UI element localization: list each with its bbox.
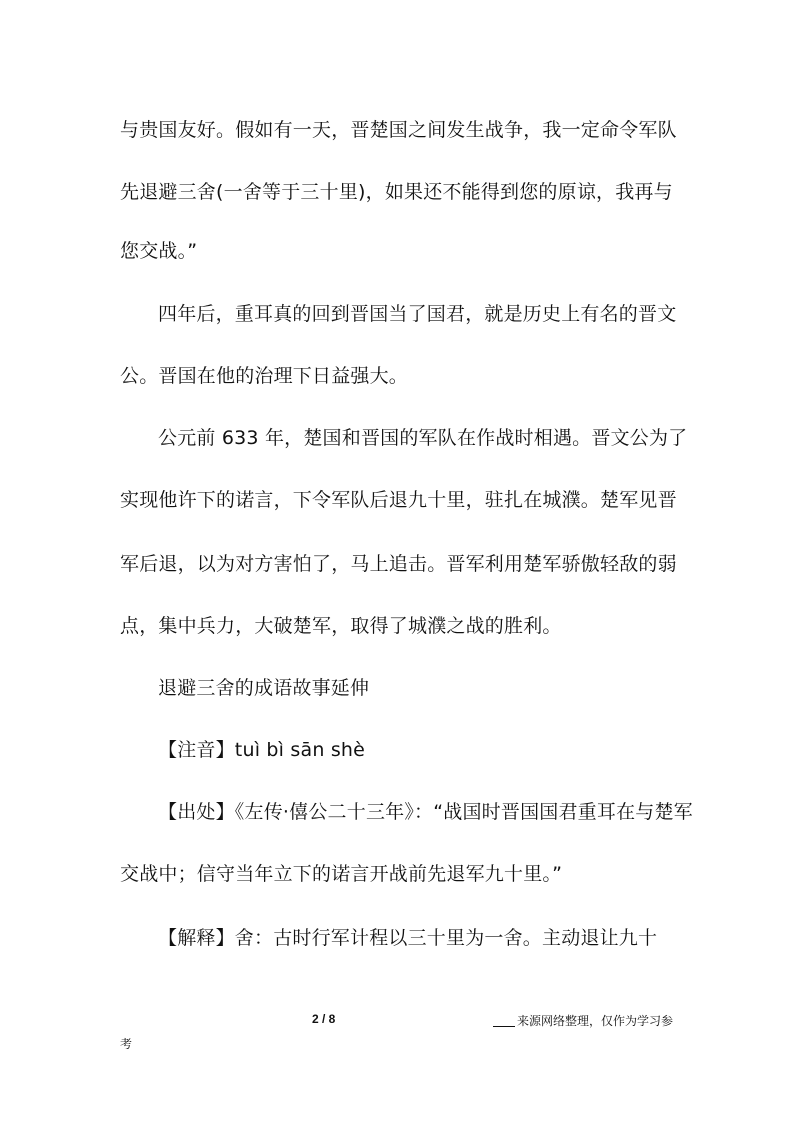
- subheading: 退避三舍的成语故事延伸: [158, 677, 370, 699]
- text-line-4: 四年后，重耳真的回到晋国当了国君，就是历史上有名的晋文: [158, 303, 677, 325]
- text-line-2: 先退避三舍(一舍等于三十里)，如果还不能得到您的原谅，我再与: [120, 181, 673, 203]
- text-line-6: 公元前 633 年，楚国和晋国的军队在作战时相遇。晋文公为了: [158, 427, 688, 449]
- text-line-explanation: 【解释】舍：古时行军计程以三十里为一舍。主动退让九十: [158, 927, 658, 949]
- footer-underline: [493, 1026, 515, 1027]
- text-line-1: 与贵国友好。假如有一天，晋楚国之间发生战争，我一定命令军队: [120, 119, 677, 141]
- text-line-8: 军后退，以为对方害怕了，马上追击。晋军利用楚军骄傲轻敌的弱: [120, 553, 677, 575]
- footer-note: [493, 1012, 673, 1029]
- text-line-pinyin: 【注音】tuì bì sān shè: [158, 739, 366, 761]
- text-line-source-cont: 交战中；信守当年立下的诺言开战前先退军九十里。”: [120, 863, 563, 885]
- page-number: 2 / 8: [312, 1012, 336, 1026]
- text-line-3: 您交战。”: [120, 240, 198, 262]
- footer-note-text: 来源网络整理，仅作为学习参: [517, 1014, 674, 1028]
- text-line-9: 点，集中兵力，大破楚军，取得了城濮之战的胜利。: [120, 615, 562, 637]
- footer-note-wrap: 考: [120, 1037, 133, 1051]
- text-line-source: 【出处】《左传·僖公二十三年》：“战国时晋国国君重耳在与楚军: [158, 801, 693, 823]
- text-line-5: 公。晋国在他的治理下日益强大。: [120, 365, 409, 387]
- text-line-7: 实现他许下的诺言，下令军队后退九十里，驻扎在城濮。楚军见晋: [120, 489, 677, 511]
